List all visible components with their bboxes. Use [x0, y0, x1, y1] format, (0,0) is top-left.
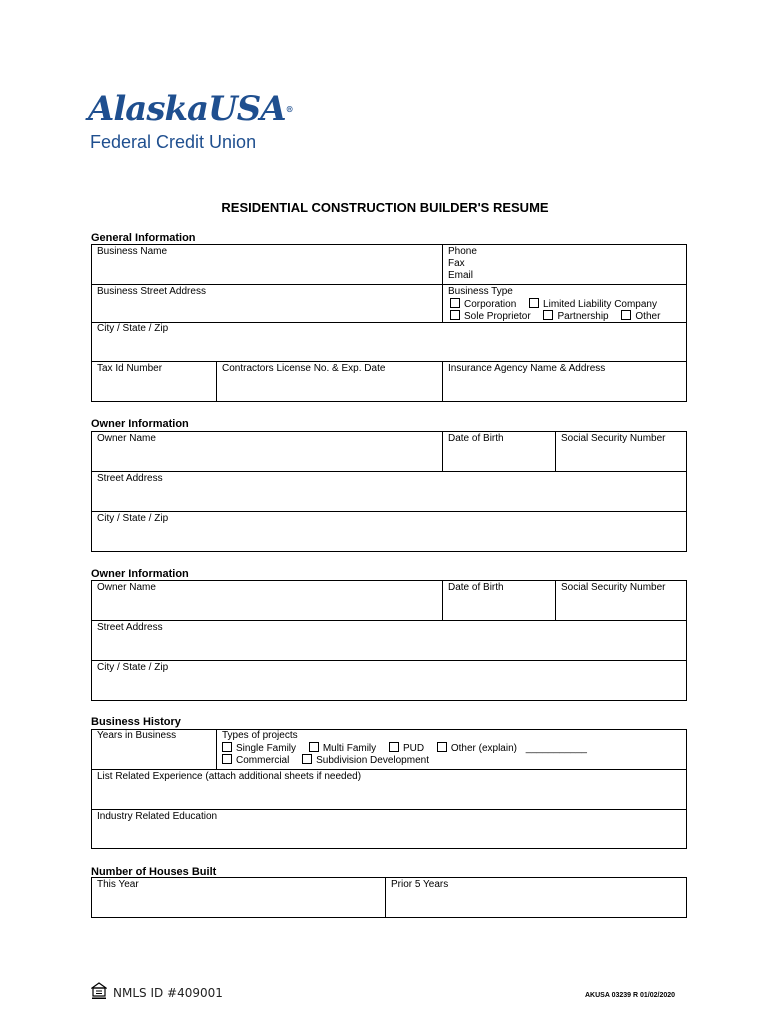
history-heading: Business History — [91, 716, 181, 728]
divider — [442, 580, 443, 620]
other-label: Other — [635, 311, 661, 322]
divider — [216, 361, 217, 402]
insurance-agency-field[interactable]: Insurance Agency Name & Address — [448, 363, 606, 374]
other-checkbox[interactable] — [621, 310, 631, 320]
divider — [385, 877, 386, 918]
owner2-name-field[interactable]: Owner Name — [97, 582, 156, 593]
llc-checkbox[interactable] — [529, 298, 539, 308]
divider — [216, 729, 217, 769]
this-year-field[interactable]: This Year — [97, 879, 139, 890]
divider — [91, 769, 687, 770]
pud-checkbox[interactable] — [389, 742, 399, 752]
email-field[interactable]: Email — [448, 270, 474, 281]
tax-id-field[interactable]: Tax Id Number — [97, 363, 163, 374]
logo-subtitle: Federal Credit Union — [90, 132, 257, 152]
houses-heading: Number of Houses Built — [91, 866, 217, 878]
corporation-checkbox[interactable] — [450, 298, 460, 308]
multi-family-checkbox[interactable] — [309, 742, 319, 752]
single-family-checkbox[interactable] — [222, 742, 232, 752]
industry-education-field[interactable]: Industry Related Education — [97, 811, 218, 822]
commercial-label: Commercial — [236, 755, 290, 766]
sole-proprietor-checkbox[interactable] — [450, 310, 460, 320]
owner1-heading: Owner Information — [91, 418, 189, 430]
divider — [91, 809, 687, 810]
other-explain-line[interactable]: ___________ — [525, 743, 587, 754]
page-title: RESIDENTIAL CONSTRUCTION BUILDER'S RESUME — [221, 200, 549, 215]
owner2-street-field[interactable]: Street Address — [97, 622, 163, 633]
project-types-label: Types of projects — [222, 730, 298, 741]
owner2-heading: Owner Information — [91, 568, 189, 580]
business-type-label: Business Type — [448, 286, 513, 297]
divider — [555, 431, 556, 471]
divider — [442, 244, 443, 322]
owner1-city-field[interactable]: City / State / Zip — [97, 513, 169, 524]
divider — [91, 511, 687, 512]
subdivision-checkbox[interactable] — [302, 754, 312, 764]
pud-label: PUD — [402, 743, 425, 754]
equal-housing-icon — [91, 982, 107, 1000]
divider — [91, 284, 687, 285]
general-info-box — [91, 244, 687, 402]
sole-proprietor-label: Sole Proprietor — [464, 311, 531, 322]
multi-family-label: Multi Family — [322, 743, 377, 754]
contractor-license-field[interactable]: Contractors License No. & Exp. Date — [222, 363, 386, 374]
business-name-field[interactable]: Business Name — [97, 246, 168, 257]
divider — [91, 620, 687, 621]
phone-field[interactable]: Phone — [448, 246, 477, 257]
partnership-label: Partnership — [557, 311, 609, 322]
owner1-ssn-field[interactable]: Social Security Number — [561, 433, 666, 444]
single-family-label: Single Family — [236, 743, 297, 754]
logo-registered: ® — [285, 104, 293, 114]
corporation-label: Corporation — [464, 299, 517, 310]
logo-name: AlaskaUSA — [88, 89, 286, 129]
owner1-name-field[interactable]: Owner Name — [97, 433, 156, 444]
llc-label: Limited Liability Company — [543, 299, 657, 310]
divider — [555, 580, 556, 620]
divider — [91, 361, 687, 362]
subdivision-label: Subdivision Development — [316, 755, 429, 766]
divider — [442, 431, 443, 471]
houses-box — [91, 877, 687, 918]
partnership-checkbox[interactable] — [543, 310, 553, 320]
owner1-dob-field[interactable]: Date of Birth — [448, 433, 504, 444]
owner2-city-field[interactable]: City / State / Zip — [97, 662, 169, 673]
prior-five-years-field[interactable]: Prior 5 Years — [391, 879, 449, 890]
other-explain-checkbox[interactable] — [437, 742, 447, 752]
divider — [91, 471, 687, 472]
related-experience-field[interactable]: List Related Experience (attach additional sheets if needed) — [97, 771, 362, 782]
owner1-street-field[interactable]: Street Address — [97, 473, 163, 484]
other-explain-label: Other (explain) — [450, 743, 517, 754]
form-code: AKUSA 03239 R 01/02/2020 — [585, 992, 676, 999]
owner2-box — [91, 580, 687, 701]
divider — [91, 660, 687, 661]
project-types-row-2 — [222, 754, 429, 767]
divider — [442, 361, 443, 402]
logo — [88, 89, 293, 129]
business-type-row-2 — [450, 310, 660, 323]
nmls-id: NMLS ID #409001 — [113, 986, 223, 1000]
owner2-ssn-field[interactable]: Social Security Number — [561, 582, 666, 593]
owner2-dob-field[interactable]: Date of Birth — [448, 582, 504, 593]
commercial-checkbox[interactable] — [222, 754, 232, 764]
owner1-box — [91, 431, 687, 552]
business-street-field[interactable]: Business Street Address — [97, 286, 206, 297]
general-heading: General Information — [91, 232, 196, 244]
years-in-business-field[interactable]: Years in Business — [97, 730, 177, 741]
city-state-zip-field[interactable]: City / State / Zip — [97, 323, 169, 334]
fax-field[interactable]: Fax — [448, 258, 465, 269]
